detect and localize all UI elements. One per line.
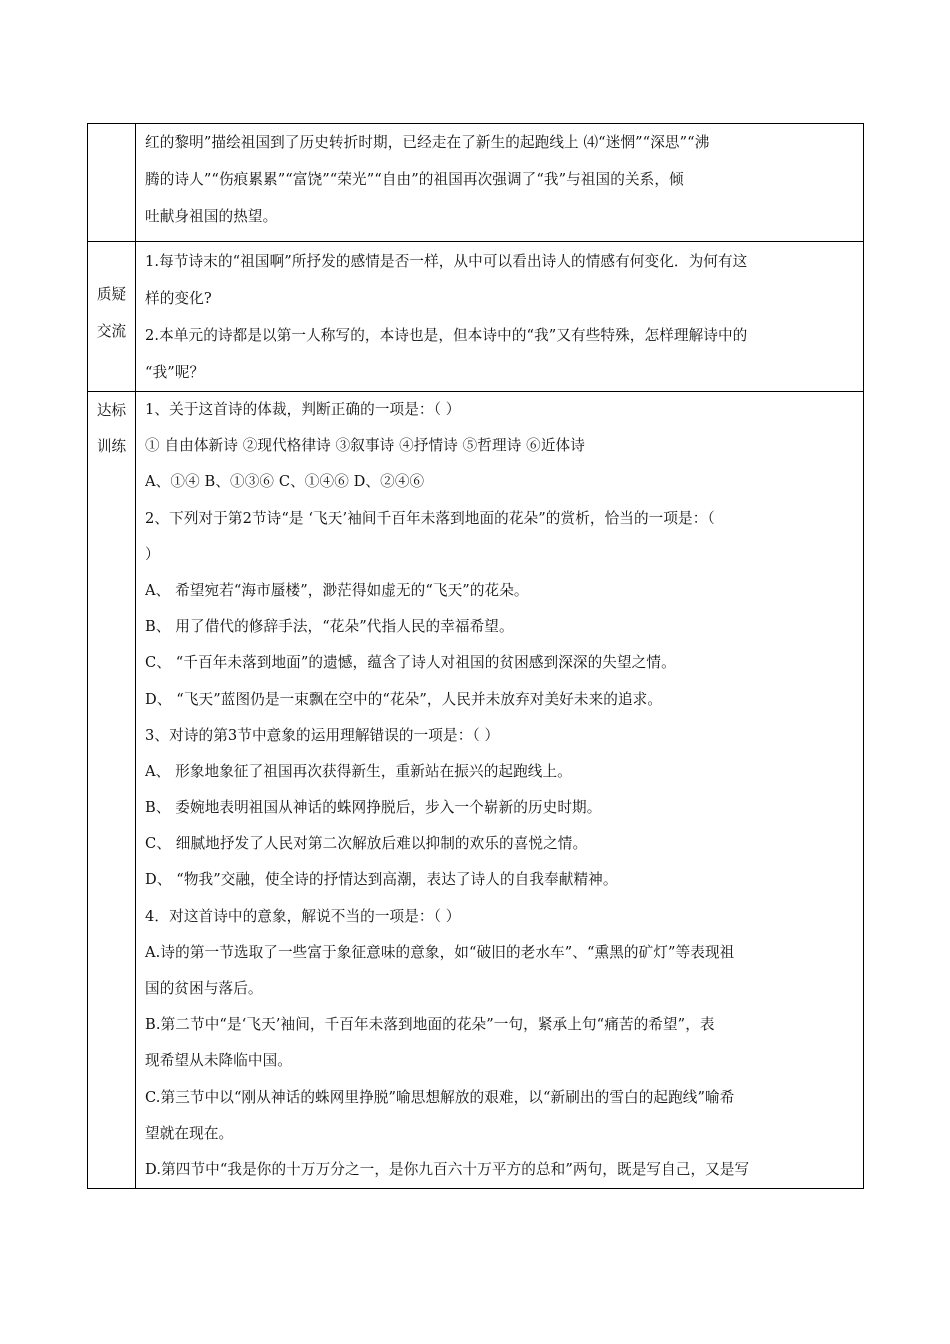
label-line: 交流: [96, 323, 127, 340]
content-lines-row-1: [136, 124, 863, 241]
text-line: 2.本单元的诗都是以第一人称写的，本诗也是，但本诗中的“我”又有些特殊，怎样理解诗中的: [145, 327, 748, 344]
text-line: 4．对这首诗中的意象，解说不当的一项是：（ ）: [145, 907, 461, 925]
label-line: 训练: [96, 438, 127, 455]
content-lines-row-2: [136, 242, 863, 391]
text-line: 2、下列对于第2节诗“是 ‘飞天’袖间千百年未落到地面的花朵”的赏析，恰当的一项是：（: [145, 509, 715, 527]
label-line: 质疑: [96, 286, 127, 303]
content-lines-row-3: [136, 392, 863, 1188]
text-line: 样的变化?: [145, 290, 212, 307]
text-line: D、 “物我”交融，使全诗的抒情达到高潮，表达了诗人的自我奉献精神。: [145, 871, 618, 889]
row-content-cell: [136, 242, 864, 392]
table-row: [88, 124, 864, 242]
text-line: 国的贫困与落后。: [145, 980, 263, 997]
text-line: 望就在现在。: [145, 1124, 234, 1142]
table-row: [88, 242, 864, 392]
row-label-cell: [88, 392, 136, 1189]
text-line: B.第二节中“是‘飞天’袖间，千百年未落到地面的花朵”一句，紧承上句“痛苦的希望”，表: [145, 1016, 715, 1034]
text-line: 1.每节诗末的“祖国啊”所抒发的感情是否一样，从中可以看出诗人的情感有何变化．为何有这: [145, 253, 748, 270]
text-line: A、①④ B、①③⑥ C、①④⑥ D、②④⑥: [145, 473, 425, 491]
text-line: “我”呢？: [145, 364, 205, 381]
text-line: A.诗的第一节选取了一些富于象征意味的意象，如“破旧的老水车”、“熏黑的矿灯”等表现祖: [145, 943, 735, 961]
row-content-cell: [136, 124, 864, 242]
text-line: D.第四节中“我是你的十万万分之一，是你九百六十万平方的总和”两句，既是写自己，又是写: [145, 1160, 750, 1178]
text-line: A、 形象地象征了祖国再次获得新生，重新站在振兴的起跑线上。: [145, 762, 572, 780]
section-label-exercises: [88, 392, 135, 465]
text-line: 3、对诗的第3节中意象的运用理解错误的一项是：（ ）: [145, 726, 500, 744]
text-line: A、 希望宛若“海市蜃楼”，渺茫得如虚无的“飞天”的花朵。: [145, 581, 529, 599]
section-label-discussion: [88, 242, 135, 350]
text-line: C、 细腻地抒发了人民对第二次解放后难以抑制的欢乐的喜悦之情。: [145, 835, 588, 853]
text-line: 吐献身祖国的热望。: [145, 208, 278, 225]
row-content-cell: [136, 392, 864, 1189]
text-line: ）: [145, 545, 160, 563]
text-line: B、 用了借代的修辞手法，“花朵”代指人民的幸福希望。: [145, 618, 514, 636]
worksheet-table: [87, 123, 864, 1189]
text-line: C.第三节中以“刚从神话的蛛网里挣脱”喻思想解放的艰难，以“新刷出的雪白的起跑线”喻希: [145, 1088, 735, 1106]
text-line: ① 自由体新诗 ②现代格律诗 ③叙事诗 ④抒情诗 ⑤哲理诗 ⑥近体诗: [145, 437, 585, 455]
text-line: 1、关于这首诗的体裁，判断正确的一项是：（ ）: [145, 401, 461, 418]
text-line: D、 “飞天”蓝图仍是一束飘在空中的“花朵”，人民并未放弃对美好未来的追求。: [145, 690, 663, 708]
text-line: 腾的诗人”“伤痕累累”“富饶”“荣光”“自由”的祖国再次强调了“我”与祖国的关系，倾: [145, 171, 684, 188]
text-line: 现希望从未降临中国。: [145, 1052, 292, 1070]
label-line: 达标: [96, 402, 127, 419]
text-line: 红的黎明”描绘祖国到了历史转折时期，已经走在了新生的起跑线上 ⑷“迷惘”“深思”“沸: [145, 134, 710, 151]
row-label-cell: [88, 242, 136, 392]
table-row: [88, 392, 864, 1189]
text-line: C、 “千百年未落到地面”的遗憾，蕴含了诗人对祖国的贫困感到深深的失望之情。: [145, 654, 676, 672]
text-line: B、 委婉地表明祖国从神话的蛛网挣脱后，步入一个崭新的历史时期。: [145, 799, 602, 817]
row-label-cell: [88, 124, 136, 242]
